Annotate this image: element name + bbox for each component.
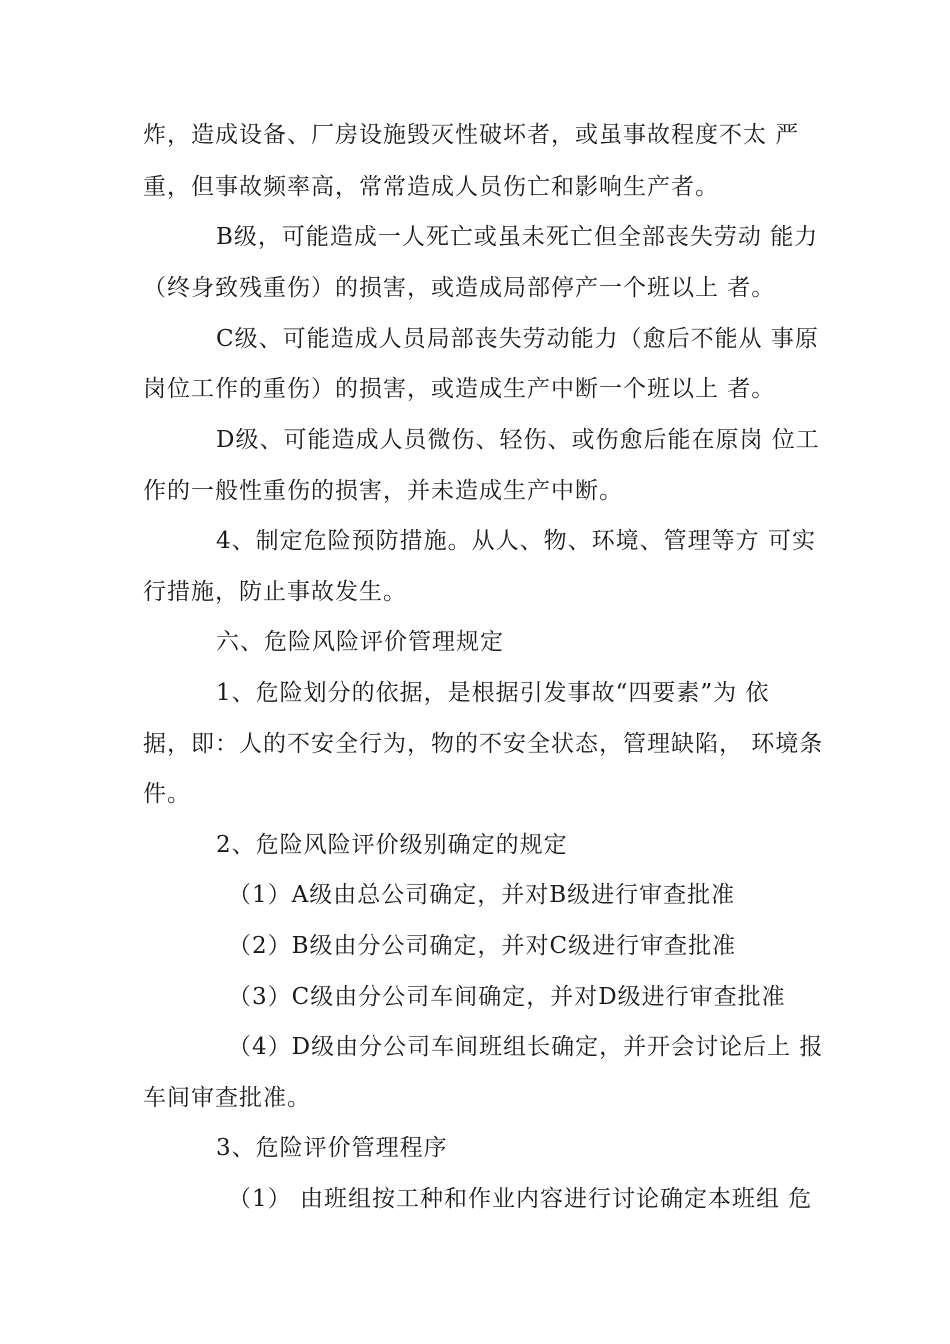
text-line-1: 炸，造成设备、厂房设施毁灭性破坏者，或虽事故程度不太 严 [143, 122, 800, 148]
text-line-13: 据，即：人的不安全行为，物的不安全状态，管理缺陷， 环境条 [143, 731, 824, 757]
text-line-5: C级、可能造成人员局部丧失劳动能力（愈后不能从 事原 [216, 326, 819, 352]
text-line-10: 行措施，防止事故发生。 [143, 579, 407, 605]
text-line-6: 岗位工作的重伤）的损害，或造成生产中断一个班以上 者。 [143, 376, 776, 402]
text-line-4: （终身致残重伤）的损害，或造成局部停产一个班以上 者。 [143, 275, 776, 301]
text-line-3: B级，可能造成一人死亡或虽未死亡但全部丧失劳动 能力 [216, 224, 819, 250]
text-line-15: 2、危险风险评价级别确定的规定 [216, 832, 568, 858]
text-line-9: 4、制定危险预防措施。从人、物、环境、管理等方 可实 [216, 528, 816, 554]
list-item-4: （4）D级由分公司车间班组长确定，并开会讨论后上 报 [228, 1034, 824, 1060]
text-line-2: 重，但事故频率高，常常造成人员伤亡和影响生产者。 [143, 174, 719, 200]
text-line-7: D级、可能造成人员微伤、轻伤、或伤愈后能在原岗 位工 [216, 427, 820, 453]
list-item-1: （1）A级由总公司确定，并对B级进行审查批准 [228, 882, 736, 908]
text-line-8: 作的一般性重伤的损害，并未造成生产中断。 [143, 478, 623, 504]
text-line-22: （1） 由班组按工种和作业内容进行讨论确定本班组 危 [228, 1186, 813, 1212]
text-line-12: 1、危险划分的依据，是根据引发事故“四要素”为 依 [216, 680, 770, 706]
list-item-3: （3）C级由分公司车间确定，并对D级进行审查批准 [228, 984, 786, 1010]
section-heading: 六、危险风险评价管理规定 [216, 629, 504, 655]
text-line-21: 3、危险评价管理程序 [216, 1135, 448, 1161]
list-item-2: （2）B级由分公司确定，并对C级进行审查批准 [228, 933, 737, 959]
text-line-14: 件。 [143, 781, 191, 807]
text-line-20: 车间审查批准。 [143, 1085, 311, 1111]
